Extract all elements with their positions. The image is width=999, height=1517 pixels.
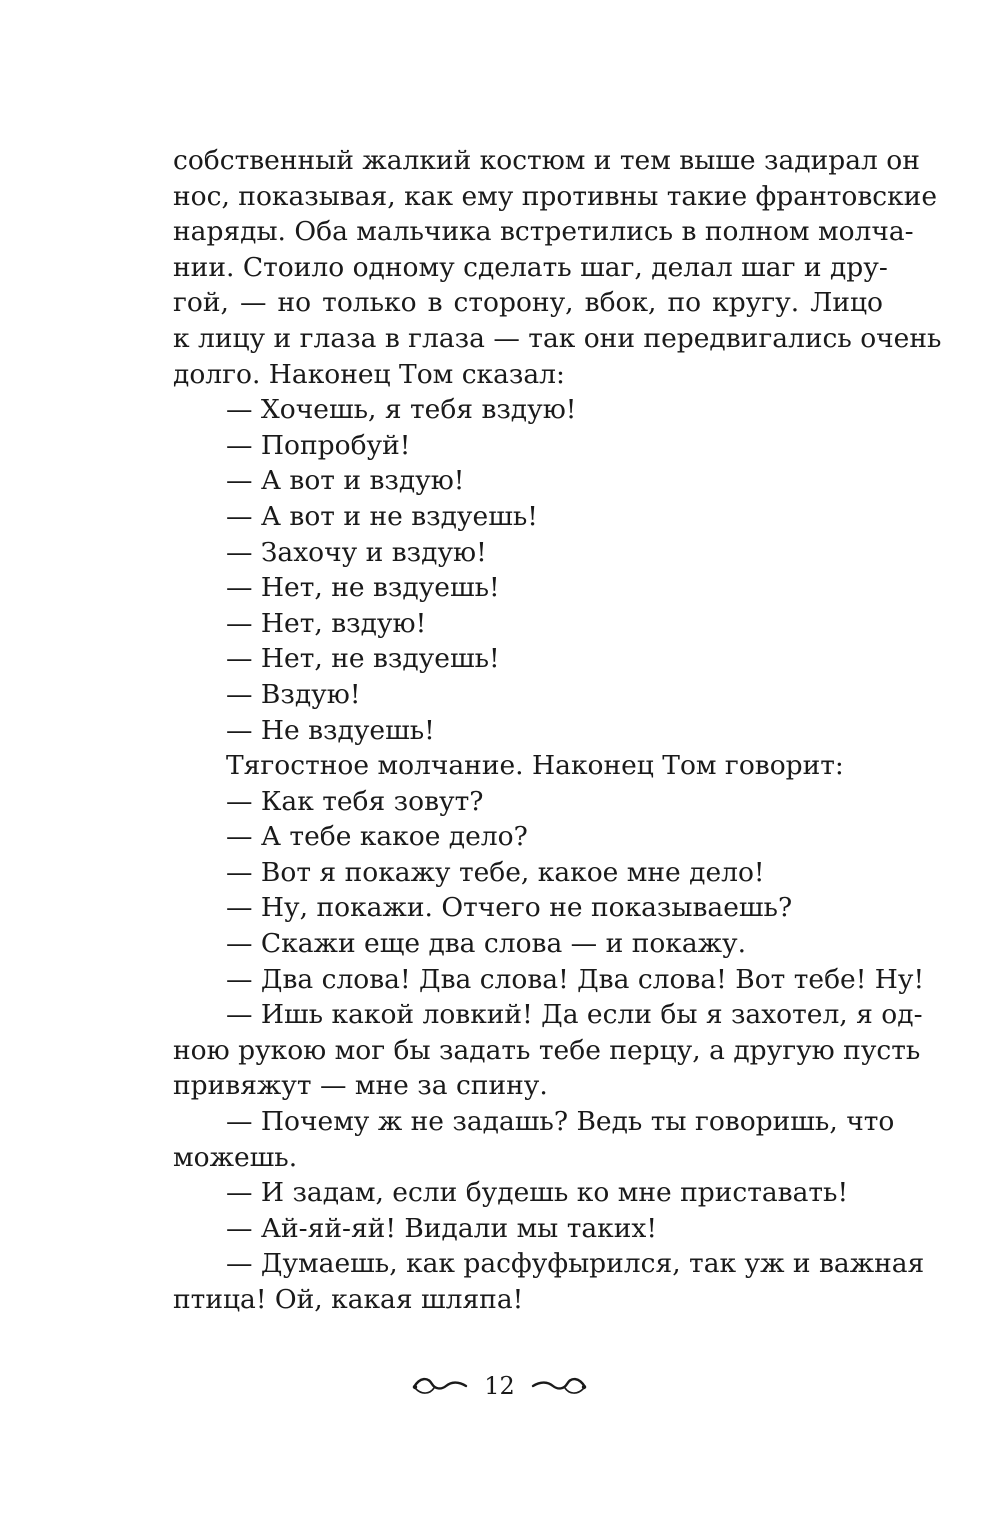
text-line: нос, показывая, как ему противны такие франтовские: [173, 180, 938, 212]
dialogue-line: — Скажи еще два слова — и покажу.: [226, 928, 747, 960]
text-line: наряды. Оба мальчика встретились в полном молча-: [173, 216, 914, 248]
dialogue-line: — Ну, покажи. Отчего не показываешь?: [226, 892, 793, 924]
swirl-ornament-left-icon: [410, 1375, 470, 1397]
dialogue-line: — Попробуй!: [226, 429, 411, 461]
text-line: птица! Ой, какая шляпа!: [173, 1284, 524, 1315]
paragraph-line: Тягостное молчание. Наконец Том говорит:: [226, 750, 844, 782]
dialogue-line: — Вот я покажу тебе, какое мне дело!: [226, 856, 765, 888]
text-line: долго. Наконец Том сказал:: [173, 358, 565, 390]
dialogue-line: — А вот и не вздуешь!: [226, 500, 538, 532]
text-line: привяжут — мне за спину.: [173, 1070, 548, 1102]
dialogue-line: — А вот и вздую!: [226, 465, 465, 497]
dialogue-line: — Как тебя зовут?: [226, 785, 484, 817]
swirl-ornament-right-icon: [529, 1375, 589, 1397]
dialogue-line: — А тебе какое дело?: [226, 821, 528, 853]
page-number: 12: [484, 1372, 515, 1400]
dialogue-line: — Ишь какой ловкий! Да если бы я захотел, я од-: [226, 999, 923, 1031]
dialogue-line: — Вздую!: [226, 678, 361, 710]
text-line: гой, — но только в сторону, вбок, по кругу. Лицо: [173, 287, 883, 319]
dialogue-line: — Почему ж не задашь? Ведь ты говоришь, что: [226, 1106, 895, 1138]
dialogue-line: — Нет, не вздуешь!: [226, 643, 500, 675]
dialogue-line: — Два слова! Два слова! Два слова! Вот тебе! Ну!: [226, 963, 925, 995]
dialogue-line: — Хочешь, я тебя вздую!: [226, 394, 577, 426]
dialogue-line: — Захочу и вздую!: [226, 536, 487, 568]
text-line: нии. Стоило одному сделать шаг, делал шаг и дру-: [173, 251, 888, 283]
dialogue-line: — Не вздуешь!: [226, 714, 435, 746]
dialogue-line: — И задам, если будешь ко мне приставать!: [226, 1177, 849, 1209]
text-line: можешь.: [173, 1141, 298, 1173]
dialogue-line: — Нет, не вздуешь!: [226, 572, 500, 604]
page-body: [173, 143, 942, 1318]
page-footer: [0, 1366, 999, 1406]
text-line: ною рукою мог бы задать тебе перцу, а другую пусть: [173, 1034, 921, 1066]
text-line: собственный жалкий костюм и тем выше задирал он: [173, 145, 920, 176]
dialogue-line: — Думаешь, как расфуфырился, так уж и важная: [226, 1248, 925, 1280]
dialogue-line: — Ай-яй-яй! Видали мы таких!: [226, 1212, 657, 1244]
dialogue-line: — Нет, вздую!: [226, 607, 427, 639]
text-line: к лицу и глаза в глаза — так они передвигались очень: [173, 322, 942, 354]
